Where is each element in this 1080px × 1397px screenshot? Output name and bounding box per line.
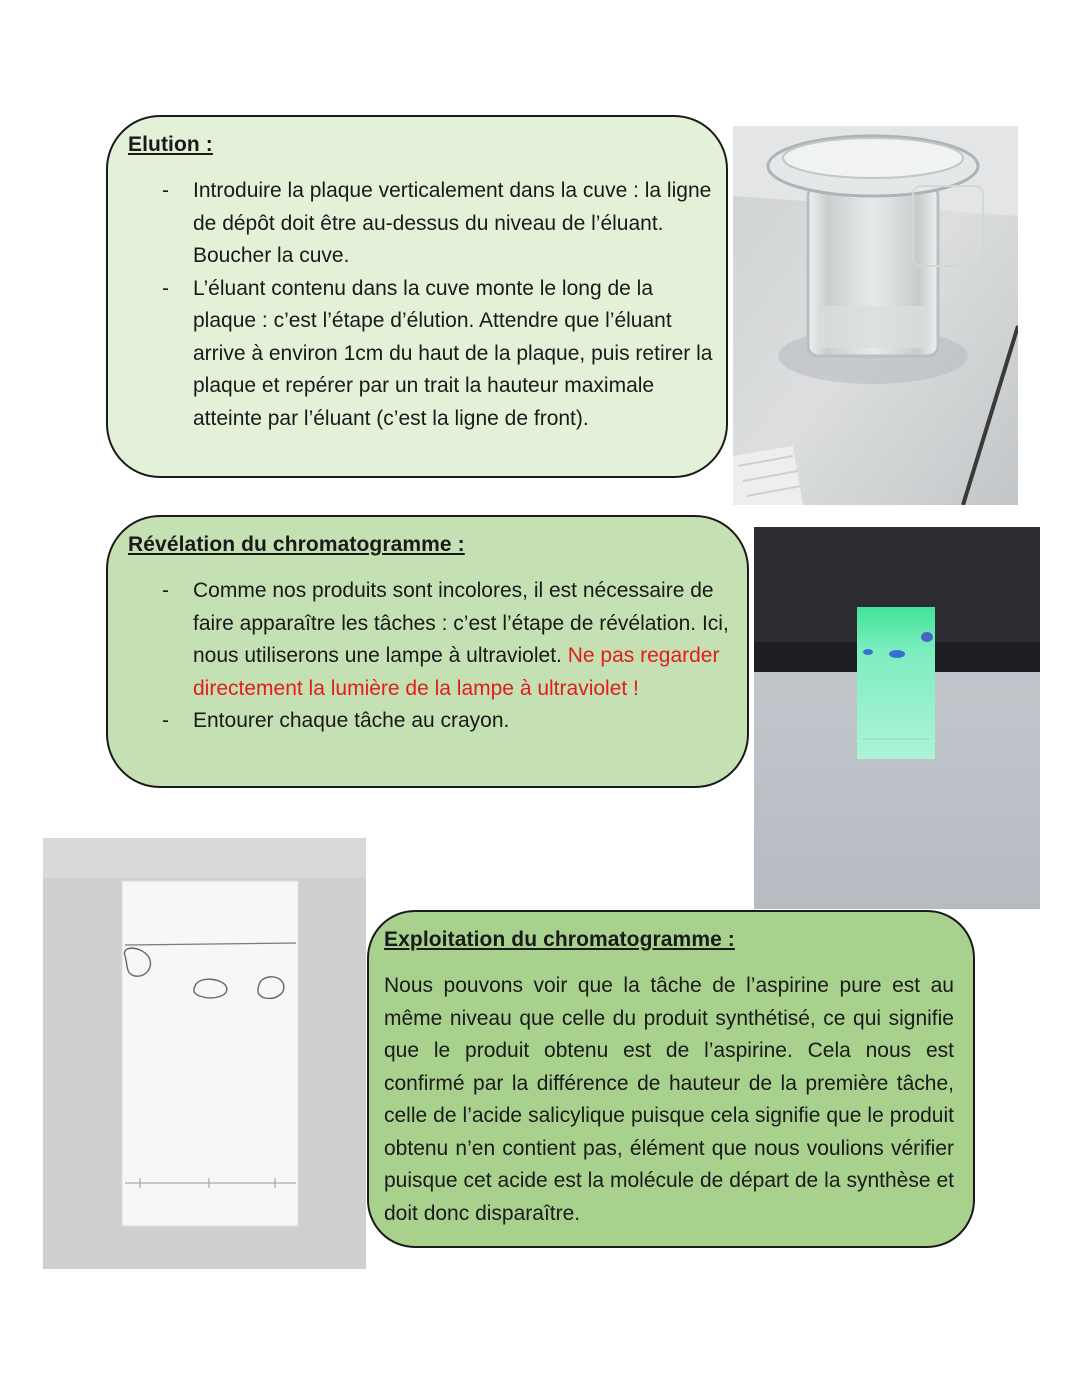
revelation-step-1 [128, 575, 740, 705]
elution-steps [128, 175, 718, 435]
exploitation-box [367, 910, 975, 1248]
chromatogram-plate-photo [43, 838, 366, 1269]
elution-title: Elution : [128, 133, 213, 156]
uv-warning: Ne pas regarder directement la lumière de la lampe à ultraviolet ! [193, 644, 720, 700]
revelation-box [106, 515, 749, 788]
revelation-step-2: - Entourer chaque tâche au crayon. [128, 705, 740, 738]
exploitation-text: Nous pouvons voir que la tâche de l’aspirine pure est au même niveau que celle du produit synthétisé, ce qui signifie que le produit obtenu est de l’aspirine. Cela nous est confirmé par la différence de hauteur de la première tâche, celle de l’acide salicylique puisque cela signifie que le produit obtenu n’en contient pas, élément que nous voulions vérifier puisque cet acide est la molécule de départ de la synthèse et doit donc disparaître. [384, 974, 954, 1225]
revelation-step-1-text: Comme nos produits sont incolores, il est nécessaire de faire apparaître les tâches : c’est l’étape de révélation. Ici, nous utiliserons une lampe à ultraviolet. [193, 579, 729, 667]
beaker-photo [733, 126, 1018, 505]
uv-plate-photo [754, 527, 1040, 909]
exploitation-title: Exploitation du chromatogramme : [384, 928, 735, 951]
elution-step-2: - L’éluant contenu dans la cuve monte le long de la plaque : c’est l’étape d’élution. Attendre que l’éluant arrive à environ 1cm du haut de la plaque, puis retirer la plaque et repérer par un trait la hauteur maximale atteinte par l’éluant (c’est la ligne de front). [128, 273, 718, 436]
revelation-steps [128, 575, 740, 738]
elution-box [106, 115, 728, 478]
elution-step-1: - Introduire la plaque verticalement dans la cuve : la ligne de dépôt doit être au-dessus du niveau de l’éluant. Boucher la cuve. [128, 175, 718, 273]
revelation-title: Révélation du chromatogramme : [128, 533, 465, 556]
